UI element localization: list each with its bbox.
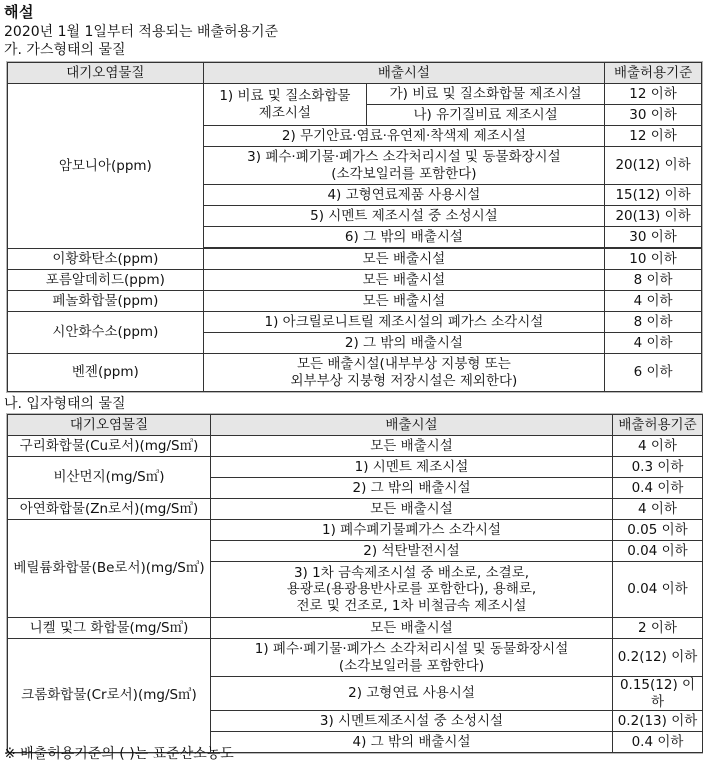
pollutant-dust: 비산먼지(mg/S㎥) <box>8 457 211 499</box>
standard-value: 12 이하 <box>605 126 702 147</box>
facility-cell: 4) 그 밖의 배출시설 <box>211 732 613 753</box>
table-row <box>8 499 703 520</box>
table-row <box>8 354 702 392</box>
particle-emission-table <box>7 414 703 753</box>
table-row <box>8 249 702 270</box>
table-row <box>8 270 702 291</box>
facility-cell: 모든 배출시설 <box>203 249 604 270</box>
pollutant-nickel: 니켈 및그 화합물(mg/S㎥) <box>8 618 211 639</box>
table-header-row <box>8 415 703 436</box>
header-pollutant: 대기오염물질 <box>8 415 211 436</box>
facility-cell: 3) 시멘트제조시설 중 소성시설 <box>211 711 613 732</box>
facility-cell: 2) 무기안료·염료·유연제·착색제 제조시설 <box>203 126 604 147</box>
standard-value: 8 이하 <box>605 270 702 291</box>
standard-value: 10 이하 <box>605 249 702 270</box>
facility-cell: 2) 석탄발전시설 <box>211 541 613 562</box>
pollutant-zinc: 아연화합물(Zn로서)(mg/S㎥) <box>8 499 211 520</box>
standard-value: 0.04 이하 <box>613 541 703 562</box>
facility-cell: 모든 배출시설 <box>203 291 604 312</box>
table-row <box>8 457 703 478</box>
standard-value: 0.2(12) 이하 <box>613 639 703 677</box>
facility-cell: 3) 폐수·폐기물·폐가스 소각처리시설 및 동물화장시설 (소각보일러를 포함한다) <box>203 147 604 185</box>
standard-value: 4 이하 <box>613 499 703 520</box>
gas-emission-table <box>7 62 702 392</box>
standard-value: 0.15(12) 이하 <box>613 677 703 711</box>
pollutant-copper: 구리화합물(Cu로서)(mg/S㎥) <box>8 436 211 457</box>
facility-cell: 5) 시멘트 제조시설 중 소성시설 <box>203 206 604 227</box>
standard-value: 4 이하 <box>613 436 703 457</box>
facility-fertilizer-b: 나) 유기질비료 제조시설 <box>367 105 605 126</box>
header-pollutant: 대기오염물질 <box>8 63 204 84</box>
pollutant-beryllium: 베릴륨화합물(Be로서)(mg/S㎥) <box>8 520 211 618</box>
pollutant-formaldehyde: 포름알데히드(ppm) <box>8 270 204 291</box>
facility-fertilizer-a: 가) 비료 및 질소화합물 제조시설 <box>367 84 605 105</box>
facility-cell: 1) 폐수폐기물폐가스 소각시설 <box>211 520 613 541</box>
gas-section-title: 가. 가스형태의 물질 <box>4 42 126 58</box>
standard-value: 0.3 이하 <box>613 457 703 478</box>
facility-cell: 모든 배출시설 <box>211 436 613 457</box>
facility-cell: 1) 폐수·폐기물·폐가스 소각처리시설 및 동물화장시설 (소각보일러를 포함한다) <box>211 639 613 677</box>
facility-cell: 2) 고형연료 사용시설 <box>211 677 613 711</box>
standard-value: 0.4 이하 <box>613 478 703 499</box>
standard-value: 8 이하 <box>605 312 702 333</box>
facility-cell: 1) 시멘트 제조시설 <box>211 457 613 478</box>
header-facility: 배출시설 <box>211 415 613 436</box>
facility-cell: 6) 그 밖의 배출시설 <box>203 227 604 248</box>
footnote: ※ 배출허용기준의 ( )는 표준산소농도 <box>4 746 234 762</box>
standard-value: 12 이하 <box>605 84 702 105</box>
facility-cell: 모든 배출시설(내부부상 지붕형 또는 외부부상 지붕형 저장시설은 제외한다) <box>203 354 604 392</box>
standard-value: 4 이하 <box>605 291 702 312</box>
facility-cell: 4) 고형연료제품 사용시설 <box>203 185 604 206</box>
facility-cell: 1) 아크릴로니트릴 제조시설의 폐가스 소각시설 <box>203 312 604 333</box>
standard-value: 20(12) 이하 <box>605 147 702 185</box>
table-header-row <box>8 63 702 84</box>
standard-value: 4 이하 <box>605 333 702 354</box>
table-row <box>8 291 702 312</box>
standard-value: 30 이하 <box>605 227 702 248</box>
header-standard: 배출허용기준 <box>613 415 703 436</box>
table-row <box>8 436 703 457</box>
pollutant-ammonia: 암모니아(ppm) <box>8 84 204 249</box>
facility-cell: 모든 배출시설 <box>203 270 604 291</box>
standard-value: 20(13) 이하 <box>605 206 702 227</box>
facility-cell: 2) 그 밖의 배출시설 <box>211 478 613 499</box>
page-heading: 해설 <box>4 3 34 21</box>
table-row <box>8 520 703 541</box>
standard-value: 0.04 이하 <box>613 562 703 618</box>
pollutant-hcn: 시안화수소(ppm) <box>8 312 204 354</box>
table-row <box>8 312 702 333</box>
standard-value: 15(12) 이하 <box>605 185 702 206</box>
table-row <box>8 618 703 639</box>
header-standard: 배출허용기준 <box>605 63 702 84</box>
particle-section-title: 나. 입자형태의 물질 <box>4 396 126 412</box>
standard-value: 2 이하 <box>613 618 703 639</box>
pollutant-cs2: 이황화탄소(ppm) <box>8 249 204 270</box>
gas-table-frame <box>6 61 703 393</box>
pollutant-phenol: 페놀화합물(ppm) <box>8 291 204 312</box>
table-row <box>8 84 702 105</box>
pollutant-chromium: 크롬화합물(Cr로서)(mg/S㎥) <box>8 639 211 753</box>
facility-fertilizer: 1) 비료 및 질소화합물 제조시설 <box>203 84 366 126</box>
facility-cell: 모든 배출시설 <box>211 618 613 639</box>
standard-value: 6 이하 <box>605 354 702 392</box>
facility-cell: 2) 그 밖의 배출시설 <box>203 333 604 354</box>
standard-value: 0.4 이하 <box>613 732 703 753</box>
facility-cell: 3) 1차 금속제조시설 중 배소로, 소결로, 용광로(용광용반사로를 포함한다), 용해로, 전로 및 건조로, 1차 비철금속 제조시설 <box>211 562 613 618</box>
page-subtitle: 2020년 1월 1일부터 적용되는 배출허용기준 <box>4 24 279 40</box>
standard-value: 30 이하 <box>605 105 702 126</box>
standard-value: 0.05 이하 <box>613 520 703 541</box>
standard-value: 0.2(13) 이하 <box>613 711 703 732</box>
pollutant-benzene: 벤젠(ppm) <box>8 354 204 392</box>
particle-table-frame <box>6 413 703 754</box>
table-row <box>8 639 703 677</box>
facility-cell: 모든 배출시설 <box>211 499 613 520</box>
header-facility: 배출시설 <box>203 63 604 84</box>
